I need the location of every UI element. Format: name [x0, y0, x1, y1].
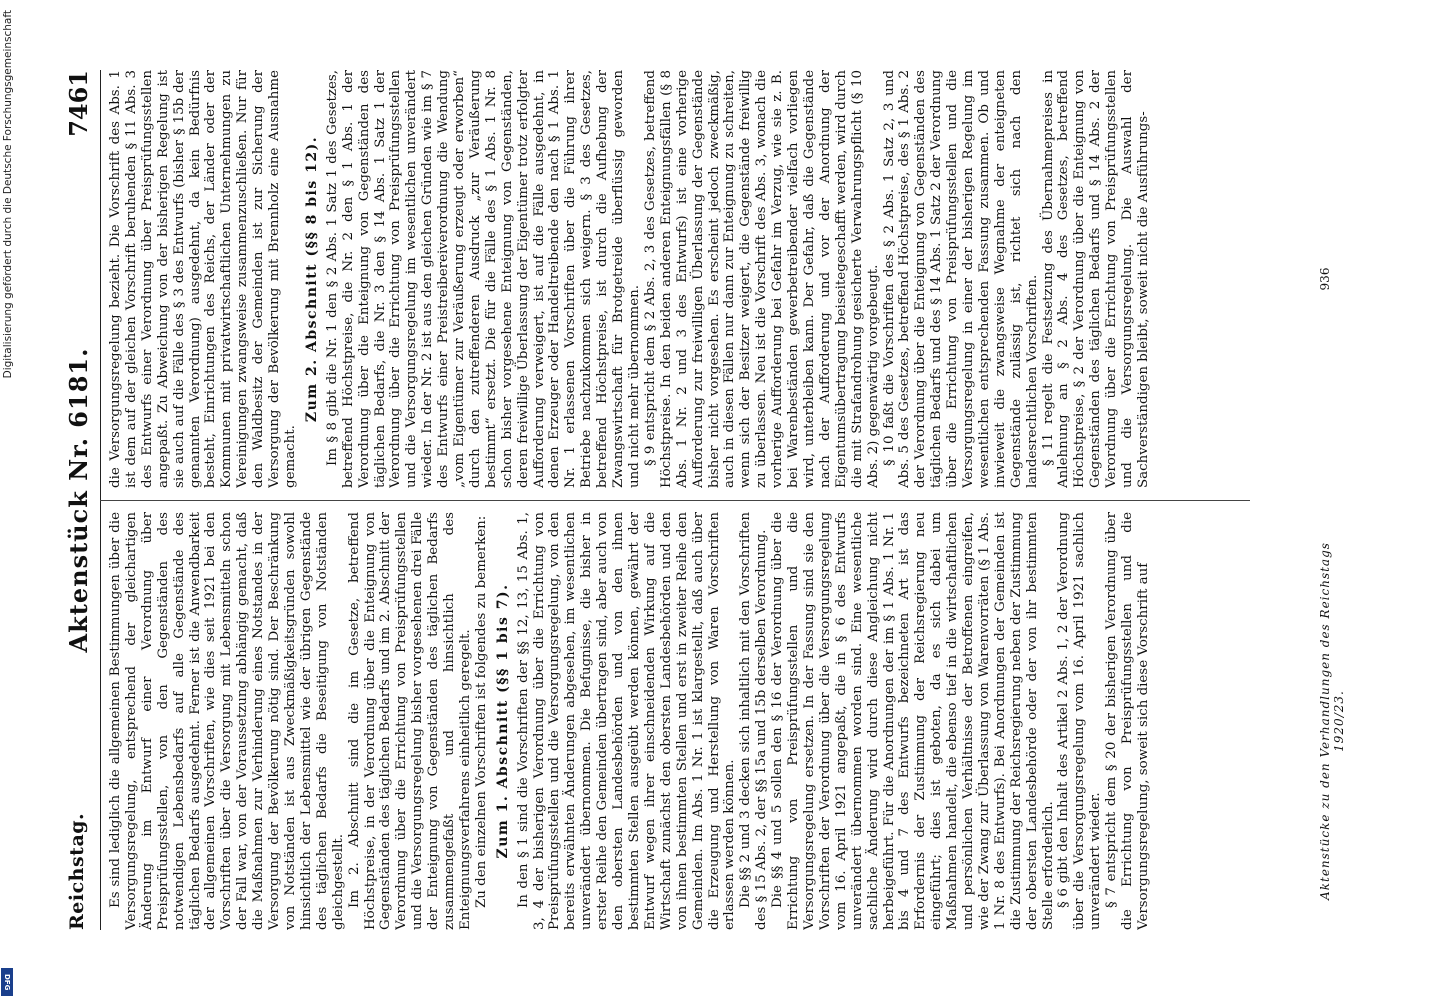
header-left: Reichstag. — [66, 812, 88, 930]
section-heading: Zum 1. Abschnitt (§§ 1 bis 7). — [494, 583, 511, 859]
header-page-number: 7461 — [64, 70, 93, 137]
column-divider — [100, 500, 1250, 501]
dfg-logo: DFG — [1, 968, 13, 996]
paragraph: Im § 8 gibt die Nr. 1 den § 2 Abs. 1 Satz 1 des Gesetzes, betreffend Höchstpreise, die Nr. 2 den § 1 Abs. 1 der Verordnung über die Enteignung von Gegenständen des täglichen Bedarfs, die Nr. 3 den § 14 Abs. 1 Satz 1 der Verordnung über die Errichtung von Preisprüfungsstellen und die Versorgungsregelung im wesentlichen unverändert wieder. In der Nr. 2 ist aus den gleichen Gründen wie im § 7 des Entwurfs einer Preistreibereiverordnung die Wendung „vom Eigentümer zur Veräußerung erzeugt oder erworben“ durch den zutreffenderen Ausdruck „zur Veräußerung bestimmt“ ersetzt. Die für die Fälle des § 1 Abs. 1 Nr. 8 schon bisher vorgesehene Enteignung von Gegenständen, deren freiwillige Überlassung der Eigentümer trotz erfolgter Aufforderung verweigert, ist auf die Fälle ausgedehnt, in denen Erzeuger oder Handeltreibende den nach § 1 Abs. 1 Nr. 1 erlassenen Vorschriften über die Führung ihrer Betriebe nachzukommen sich weigern. § 3 des Gesetzes, betreffend Höchstpreise, ist durch die Aufhebung der Zwangswirtschaft für Brotgetreide überflüssig geworden und nicht mehr übernommen. — [324, 70, 642, 488]
credit-text: Digitalisierung gefördert durch die Deutsche Forschungsgemeinschaft — [2, 10, 14, 379]
paragraph: § 9 entspricht dem § 2 Abs. 2, 3 des Gesetzes, betreffend Höchstpreise. In den beiden anderen Enteignungsfällen (§ 8 Abs. 1 Nr. 2 und 3 des Entwurfs) ist eine vorherige Aufforderung zur freiwilligen Überlassung der Gegenstände bisher nicht vorgesehen. Es erscheint jedoch zweckmäßig, auch in diesen Fällen nur dann zur Enteignung zu schreiten, wenn sich der Besitzer weigert, die Gegenstände freiwillig zu überlassen. Neu ist die Vorschrift des Abs. 3, wonach die vorherige Aufforderung bei Gefahr im Verzug, wie sie z. B. bei Warenbeständen gewerbetreibender vielfach vorliegen wird, unterbleiben kann. Der Gefahr, daß die Gegenstände nach der Aufforderung und vor der Anordnung der Eigentumsübertragung beiseitegeschafft werden, wird durch die mit Strafandrohung gesicherte Verwahrungspflicht (§ 10 Abs. 2) gegenwärtig vorgebeugt. — [642, 70, 881, 488]
right-column — [108, 70, 1348, 488]
paragraph: § 6 gibt den Inhalt des Artikel 2 Abs. 1, 2 der Verordnung über die Versorgungsregelung vom 16. April 1921 sachlich unverändert wieder. — [1056, 512, 1104, 930]
paragraph: § 7 entspricht dem § 20 der bisherigen Verordnung über die Errichtung von Preisprüfungsstellen und die Versorgungsregelung, soweit sich diese Vorschrift auf — [1104, 512, 1151, 930]
section-heading: Zum 2. Abschnitt (§§ 8 bis 12). — [303, 135, 320, 423]
paragraph: Im 2. Abschnitt sind die im Gesetze, betreffend Höchstpreise, in der Verordnung über die Enteignung von Gegenständen des täglichen Bedarfs und im 2. Abschnitt der Verordnung über die Errichtung von Preisprüfungsstellen und die Versorgungsregelung bisher vorgesehenen drei Fälle der Enteignung von Gegenständen des täglichen Bedarfs zusammengefaßt und hinsichtlich des Enteignungsverfahrens einheitlich geregelt. — [346, 512, 473, 930]
paragraph: In den § 1 sind die Vorschriften der §§ 12, 13, 15 Abs. 1, 3, 4 der bisherigen Verordnung über die Errichtung von Preisprüfungsstellen und die Versorgungsregelung, von den bereits erwähnten Änderungen abgesehen, im wesentlichen unverändert übernommen. Die Befugnisse, die bisher in erster Reihe den Gemeinden übertragen sind, aber auch von den obersten Landesbehörden und von den ihnen bestimmten Stellen ausgeübt werden können, gewährt der Entwurf wegen ihrer einschneidenden Wirkung auf die Wirtschaft zunächst den obersten Landesbehörden und den von ihnen bestimmten Stellen und erst in zweiter Reihe den Gemeinden. Im Abs. 1 Nr. 1 ist klargestellt, daß auch über die Erzeugung und Herstellung von Waren Vorschriften erlassen werden können. — [515, 512, 738, 930]
paragraph: § 10 faßt die Vorschriften des § 2 Abs. 1 Satz 2, 3 und Abs. 5 des Gesetzes, betreffend Höchstpreise, des § 1 Abs. 2 der Verordnung über die Enteignung von Gegenständen des täglichen Bedarfs und des § 14 Abs. 1 Satz 2 der Verordnung über die Errichtung von Preisprüfungsstellen und die Versorgungsregelung in einer der bisherigen Regelung im wesentlichen entsprechenden Fassung zusammen. Ob und inwieweit die zwangsweise Wegnahme der enteigneten Gegenstände zulässig ist, richtet sich nach den landesrechtlichen Vorschriften. — [881, 70, 1040, 488]
left-column — [108, 512, 1348, 930]
header-title: Aktenstück Nr. 6181. — [64, 347, 93, 653]
page-header — [58, 70, 98, 930]
paragraph: Zu den einzelnen Vorschriften ist folgendes zu bemerken: — [473, 515, 489, 908]
digitization-credit — [2, 10, 16, 995]
paragraph: Die §§ 2 und 3 decken sich inhaltlich mit den Vorschriften des § 15 Abs. 2, der §§ 15a und 15b derselben Verordnung. — [738, 512, 770, 930]
paragraph: die Versorgungsregelung bezieht. Die Vorschrift des Abs. 1 ist dem auf der gleichen Vorschrift beruhenden § 11 Abs. 3 des Entwurfs einer Verordnung über Preisprüfungsstellen angepaßt. Zu Abweichung von der bisherigen Regelung ist sie auch auf die Fälle des § 3 des Entwurfs (bisher § 15b der genannten Verordnung) ausgedehnt, da kein Bedürfnis besteht, Einrichtungen des Reichs, der Länder oder der Kommunen mit privatwirtschaftlichen Unternehmungen zu Vereinigungen zwangsweise zusammenzuschließen. Nur für den Waldbesitz der Gemeinden ist zur Sicherung der Versorgung der Bevölkerung mit Brennholz eine Ausnahme gemacht. — [108, 70, 298, 488]
footer-page-number: 936 — [1318, 267, 1332, 291]
paragraph: Es sind lediglich die allgemeinen Bestimmungen über die Versorgungsregelung, entsprechend der gleichartigen Änderung im Entwurf einer Verordnung über Preisprüfungsstellen, von den Gegenständen des notwendigen Lebensbedarfs auf alle Gegenstände des täglichen Bedarfs ausgedehnt. Ferner ist die Anwendbarkeit der allgemeinen Vorschriften, wie dies seit 1921 bei den Vorschriften über die Versorgung mit Lebensmitteln schon der Fall war, von der Voraussetzung abhängig gemacht, daß die Maßnahmen zur Verhinderung eines Notstandes in der Versorgung der Bevölkerung nötig sind. Der Beschränkung von Notständen ist aus Zweckmäßigkeitsgründen sowohl hinsichtlich der Lebensmittel wie der übrigen Gegenstände des täglichen Bedarfs die Beseitigung von Notständen gleichgestellt. — [108, 512, 346, 930]
paragraph: Die §§ 4 und 5 sollen den § 16 der Verordnung über die Errichtung von Preisprüfungsstellen und die Versorgungsregelung ersetzen. In der Fassung sind sie den Vorschriften der Verordnung über die Versorgungsregelung vom 16. April 1921 angepaßt, die in § 6 des Entwurfs unverändert übernommen worden sind. Eine wesentliche sachliche Änderung wird durch diese Angleichung nicht herbeigeführt. Für die Anordnungen der im § 1 Abs. 1 Nr. 1 bis 4 und 7 des Entwurfs bezeichneten Art ist das Erfordernis der Zustimmung der Reichsregierung neu eingeführt; dies ist geboten, da es sich dabei um Maßnahmen handelt, die ebenso tief in die wirtschaftlichen und persönlichen Verhältnisse der Betroffenen eingreifen, wie der Zwang zur Überlassung von Warenvorräten (§ 1 Abs. 1 Nr. 8 des Entwurfs). Bei Anordnungen der Gemeinden ist die Zustimmung der Reichsregierung neben der Zustimmung der obersten Landesbehörde oder der von ihr bestimmten Stelle erforderlich. — [770, 512, 1056, 930]
paragraph: § 11 regelt die Festsetzung des Übernahmepreises in Anlehnung an § 2 Abs. 4 des Gesetzes, betreffend Höchstpreise, § 2 der Verordnung über die Enteignung von Gegenständen des täglichen Bedarfs und § 14 Abs. 2 der Verordnung über die Errichtung von Preisprüfungsstellen und die Versorgungsregelung. Die Auswahl der Sachverständigen bleibt, soweit nicht die Ausführungs- — [1040, 70, 1151, 488]
footer-note: Aktenstücke zu den Verhandlungen des Reichstags 1920/23. — [1318, 542, 1346, 900]
